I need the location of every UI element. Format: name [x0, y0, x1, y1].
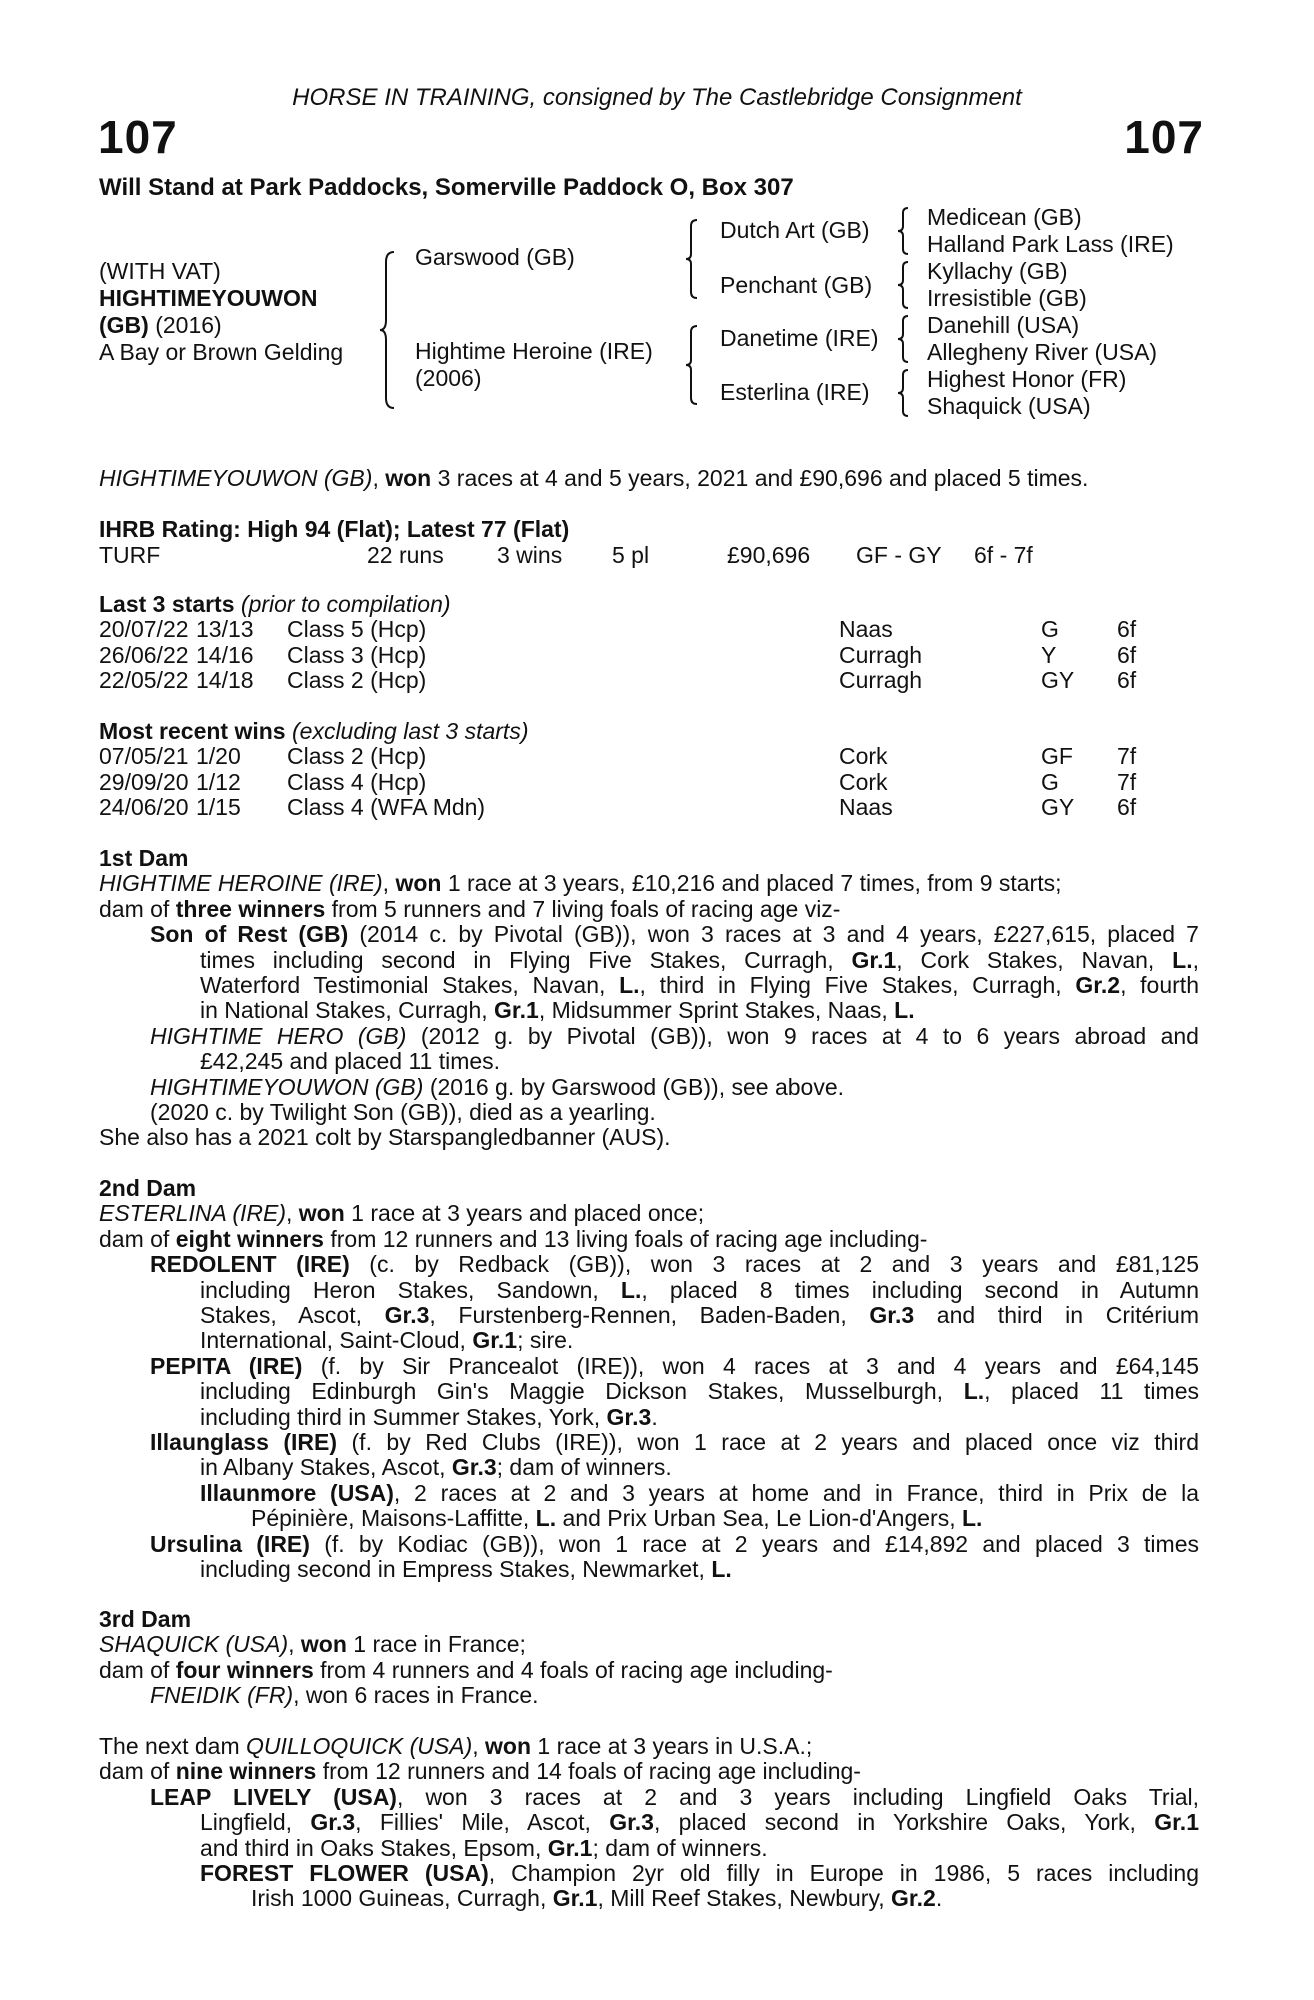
pedigree-brace-gen1 [378, 250, 398, 410]
text-run: dam of [99, 1758, 176, 1785]
pedigree-text-line [99, 1734, 1199, 1759]
pedigree-brace-dam [684, 324, 700, 406]
race-course: Curragh [839, 641, 923, 668]
italic-name: HIGHTIMEYOUWON (GB) [150, 1073, 424, 1100]
text-run: ; dam of winners. [592, 1834, 768, 1861]
pedigree-brace-penchant [896, 260, 910, 310]
race-pos: 13/13 [196, 616, 254, 643]
race-row [99, 744, 1199, 769]
pedigree-text-line [99, 1303, 1199, 1328]
summary-name: HIGHTIMEYOUWON (GB) [99, 465, 373, 491]
race-row [99, 770, 1199, 795]
text-run: , Midsummer Sprint Stakes, Naas, [538, 997, 895, 1024]
race-course: Cork [839, 768, 888, 795]
text-run: 1 race at 3 years and placed once; [344, 1200, 705, 1227]
horse-country: (GB) [99, 312, 149, 338]
race-going: G [1041, 616, 1059, 643]
pedigree-text-line [99, 1278, 1199, 1303]
bold-text: Gr.2 [1075, 972, 1121, 999]
race-row [99, 668, 1199, 693]
pedigree-dam-sire: Danetime (IRE) [720, 325, 879, 351]
bold-text: Gr.3 [384, 1302, 430, 1329]
summary-sep: , [372, 465, 386, 491]
pedigree-text-line [99, 1810, 1199, 1835]
text-run: 1 race in France; [346, 1631, 526, 1658]
race-date: 22/05/22 [99, 667, 189, 694]
pedigree-gen3-item: Shaquick (USA) [927, 393, 1091, 419]
text-run: including second in Empress Stakes, Newmarket, [200, 1556, 712, 1583]
text-run: , placed second in Yorkshire Oaks, York, [653, 1809, 1155, 1836]
race-class: Class 2 (Hcp) [287, 667, 427, 694]
pedigree-gen3-item: Irresistible (GB) [927, 285, 1087, 311]
italic-name: ESTERLINA (IRE) [99, 1200, 287, 1227]
bold-text: Gr.1 [494, 997, 539, 1024]
text-run: in National Stakes, Curragh, [200, 997, 495, 1024]
bold-text: L. [535, 1505, 557, 1532]
text-run: (f. by Sir Prancealot (IRE)), won 4 races at 3 and 4 years and £64,145 [302, 1352, 1199, 1379]
text-run: , Champion 2yr old filly in Europe in 1986, 5 races including [488, 1860, 1199, 1887]
bold-text: PEPITA (IRE) [150, 1352, 303, 1379]
pedigree-brace-sire [684, 218, 700, 300]
race-date: 24/06/20 [99, 794, 189, 821]
text-run: , [382, 870, 396, 897]
bold-text: won [298, 1200, 345, 1227]
pedigree-text-line [99, 1861, 1199, 1886]
text-run: , 2 races at 2 and 3 years at home and in France, third in Prix de la [393, 1479, 1199, 1506]
pedigree-text-line [99, 1455, 1199, 1480]
bold-text: Gr.1 [552, 1885, 598, 1912]
bold-text: Gr.1 [547, 1834, 593, 1861]
text-run: (2016 g. by Garswood (GB)), see above. [423, 1073, 845, 1100]
pedigree-text-line [99, 1658, 1199, 1683]
text-run: , Cork Stakes, Navan, [896, 946, 1173, 973]
text-run: including third in Summer Stakes, York, [200, 1403, 607, 1430]
text-run: dam of [99, 1225, 176, 1252]
text-run: , Furstenberg-Rennen, Baden-Baden, [429, 1302, 870, 1329]
text-run: , fourth [1120, 972, 1199, 999]
race-going: GY [1041, 794, 1075, 821]
bold-text: nine winners [175, 1758, 317, 1785]
race-pos: 1/15 [196, 794, 241, 821]
bold-text: won [300, 1631, 347, 1658]
last-starts-title: Last 3 starts [99, 591, 235, 617]
pedigree-text-line [99, 1405, 1199, 1430]
pedigree-text-line [99, 871, 1199, 896]
race-date: 20/07/22 [99, 616, 189, 643]
bold-text: L. [961, 1505, 983, 1532]
text-run: (2014 c. by Pivotal (GB)), won 3 races at 3 and 4 years, £227,615, placed 7 [348, 921, 1199, 948]
rating-distance: 6f - 7f [974, 542, 1033, 568]
text-run: , placed 11 times [984, 1378, 1199, 1405]
race-row [99, 617, 1199, 642]
race-pos: 1/20 [196, 743, 241, 770]
pedigree-text-line [99, 1075, 1199, 1100]
text-run: and third in Critérium [914, 1302, 1200, 1329]
race-dist: 6f [1117, 641, 1137, 668]
text-run: from 5 runners and 7 living foals of racing age viz- [325, 895, 841, 922]
italic-name: FNEIDIK (FR) [150, 1682, 294, 1709]
pedigree-text-line [99, 897, 1199, 922]
race-date: 29/09/20 [99, 768, 189, 795]
text-run: (f. by Kodiac (GB)), won 1 race at 2 years and £14,892 and placed 3 times [309, 1530, 1199, 1557]
bold-text: L. [963, 1378, 985, 1405]
pedigree-text-line [99, 1430, 1199, 1455]
race-date: 07/05/21 [99, 743, 189, 770]
text-run: (f. by Red Clubs (IRE)), won 1 race at 2 years and placed once viz third [337, 1429, 1199, 1456]
text-run: Stakes, Ascot, [200, 1302, 385, 1329]
race-dist: 6f [1117, 667, 1137, 694]
text-run: , [1192, 946, 1200, 973]
pedigree-text-line [99, 973, 1199, 998]
pedigree-text-line [99, 1759, 1199, 1784]
race-pos: 1/12 [196, 768, 241, 795]
race-dist: 7f [1117, 743, 1137, 770]
text-run: in Albany Stakes, Ascot, [200, 1454, 452, 1481]
italic-name: SHAQUICK (USA) [99, 1631, 289, 1658]
rating-title: IHRB Rating: High 94 (Flat); Latest 77 (Flat) [99, 516, 570, 542]
bold-text: three winners [175, 895, 326, 922]
summary-rest: 3 races at 4 and 5 years, 2021 and £90,696 and placed 5 times. [431, 465, 1089, 491]
text-run: . [935, 1885, 943, 1912]
text-run: , won 3 races at 2 and 3 years including Lingfield Oaks Trial, [396, 1783, 1199, 1810]
text-run: (c. by Redback (GB)), won 3 races at 2 and 3 years and £81,125 [349, 1251, 1199, 1278]
pedigree-text-line [99, 1354, 1199, 1379]
text-run: Pépinière, Maisons-Laffitte, [251, 1505, 536, 1532]
text-run: . [651, 1403, 658, 1430]
dam-section-title: 3rd Dam [99, 1606, 192, 1632]
bold-text: Gr.3 [869, 1302, 915, 1329]
text-run: , [472, 1733, 486, 1759]
text-run: ; sire. [517, 1327, 574, 1354]
text-run: , Mill Reef Stakes, Newbury, [597, 1885, 892, 1912]
stand-info: Will Stand at Park Paddocks, Somerville Paddock O, Box 307 [99, 174, 794, 201]
bold-text: L. [620, 1276, 642, 1303]
vat-label: (WITH VAT) [99, 258, 221, 284]
last-starts-section [99, 592, 1199, 694]
race-date: 26/06/22 [99, 641, 189, 668]
rating-wins: 3 wins [497, 542, 563, 568]
pedigree-text-line [99, 1886, 1199, 1911]
bold-text: L. [619, 972, 640, 999]
pedigree-text-line [99, 1836, 1199, 1861]
last-starts-subtitle: (prior to compilation) [234, 591, 451, 617]
pedigree-dam-dam: Esterlina (IRE) [720, 379, 870, 405]
bold-text: L. [894, 997, 915, 1024]
horse-identity [99, 258, 343, 366]
horse-description: A Bay or Brown Gelding [99, 339, 344, 365]
first-dam-section [99, 846, 1199, 1151]
rating-going: GF - GY [856, 542, 942, 568]
bold-text: L. [1172, 946, 1193, 973]
pedigree-text-line [99, 1785, 1199, 1810]
pedigree-sire-dam: Penchant (GB) [720, 272, 873, 298]
lot-number-left: 107 [98, 111, 178, 163]
italic-name: HIGHTIME HEROINE (IRE) [99, 870, 383, 897]
text-run: from 12 runners and 14 foals of racing age including- [316, 1758, 861, 1785]
bold-text: L. [711, 1556, 732, 1583]
bold-text: REDOLENT (IRE) [150, 1251, 350, 1278]
pedigree-text-line [99, 1481, 1199, 1506]
horse-name: HIGHTIMEYOUWON [99, 285, 318, 311]
rating-stats [99, 542, 1199, 568]
text-run: , placed 8 times including second in Autumn [641, 1276, 1199, 1303]
second-dam-section [99, 1176, 1199, 1583]
pedigree-text-line [99, 1125, 1199, 1150]
next-dam-section [99, 1734, 1199, 1912]
text-run: dam of [99, 895, 176, 922]
recent-wins-table [99, 744, 1199, 820]
text-run: (2012 g. by Pivotal (GB)), won 9 races at 4 to 6 years abroad and [406, 1022, 1199, 1049]
pedigree-text-line [99, 1632, 1199, 1657]
bold-text: won [395, 870, 442, 897]
pedigree-gen3-item: Kyllachy (GB) [927, 258, 1068, 284]
bold-text: Gr.1 [472, 1327, 518, 1354]
bold-text: Illaunmore (USA) [200, 1479, 394, 1506]
race-pos: 14/16 [196, 641, 254, 668]
bold-text: FOREST FLOWER (USA) [200, 1860, 489, 1887]
pedigree-brace-esterlina [896, 368, 910, 418]
race-dist: 7f [1117, 768, 1137, 795]
race-course: Curragh [839, 667, 923, 694]
pedigree-gen3 [927, 204, 1174, 420]
dam-section-title: 2nd Dam [99, 1175, 197, 1201]
pedigree-text-line [99, 1506, 1199, 1531]
pedigree-text-line [99, 1049, 1199, 1074]
third-dam-section [99, 1607, 1199, 1709]
text-run: £42,245 and placed 11 times. [200, 1048, 501, 1075]
pedigree-text-line [99, 1024, 1199, 1049]
race-class: Class 2 (Hcp) [287, 743, 427, 770]
bold-text: Gr.3 [310, 1809, 356, 1836]
bold-text: Gr.1 [1154, 1809, 1199, 1836]
text-run: , third in Flying Five Stakes, Curragh, [639, 972, 1076, 999]
pedigree-gen3-item: Medicean (GB) [927, 204, 1082, 230]
pedigree-text-line [99, 922, 1199, 947]
race-class: Class 5 (Hcp) [287, 616, 427, 643]
lot-number-right: 107 [1124, 111, 1204, 163]
bold-text: four winners [175, 1656, 314, 1683]
race-summary [99, 465, 1088, 492]
recent-wins-section [99, 719, 1199, 821]
text-run: , [288, 1631, 301, 1658]
pedigree-gen3-item: Danehill (USA) [927, 312, 1080, 338]
text-run: 1 race at 3 years, £10,216 and placed 7 times, from 9 starts; [441, 870, 1062, 897]
text-run: from 12 runners and 13 living foals of racing age including- [323, 1225, 928, 1252]
rating-surface: TURF [99, 542, 161, 568]
text-run: times including second in Flying Five Stakes, Curragh, [200, 946, 852, 973]
text-run: She also has a 2021 colt by Starspangledbanner (AUS). [99, 1124, 671, 1151]
bold-text: Ursulina (IRE) [150, 1530, 310, 1557]
race-going: G [1041, 768, 1059, 795]
pedigree-gen3-item: Allegheny River (USA) [927, 339, 1158, 365]
pedigree-brace-danetime [896, 314, 910, 364]
pedigree-text-line [99, 998, 1199, 1023]
race-pos: 14/18 [196, 667, 254, 694]
race-course: Cork [839, 743, 888, 770]
pedigree-text-line [99, 1328, 1199, 1353]
pedigree-text-line [99, 1100, 1199, 1125]
pedigree-brace-dutch-art [896, 206, 910, 256]
text-run: , [286, 1200, 299, 1227]
pedigree-dam: Hightime Heroine (IRE) [415, 338, 653, 364]
race-row [99, 643, 1199, 668]
race-class: Class 4 (Hcp) [287, 768, 427, 795]
recent-wins-subtitle: (excluding last 3 starts) [285, 718, 529, 744]
bold-text: Gr.1 [851, 946, 897, 973]
bold-text: LEAP LIVELY (USA) [150, 1783, 397, 1810]
bold-text: Gr.3 [606, 1403, 652, 1430]
pedigree-text-line [99, 1557, 1199, 1582]
race-dist: 6f [1117, 616, 1137, 643]
rating-earnings: £90,696 [727, 542, 811, 568]
italic-name: QUILLOQUICK (USA) [246, 1733, 473, 1759]
catalogue-header: HORSE IN TRAINING, consigned by The Castlebridge Consignment [292, 84, 1022, 111]
bold-text: Illaunglass (IRE) [150, 1429, 338, 1456]
bold-text: Son of Rest (GB) [150, 921, 349, 948]
text-run: including Edinburgh Gin's Maggie Dickson Stakes, Musselburgh, [200, 1378, 964, 1405]
race-going: GF [1041, 743, 1073, 770]
text-run: and third in Oaks Stakes, Epsom, [200, 1834, 548, 1861]
recent-wins-title: Most recent wins [99, 718, 286, 744]
pedigree-text-line [99, 1227, 1199, 1252]
race-row [99, 795, 1199, 820]
race-dist: 6f [1117, 794, 1137, 821]
text-run: , won 6 races in France. [293, 1682, 539, 1709]
bold-text: Gr.2 [891, 1885, 936, 1912]
text-run: from 4 runners and 4 foals of racing age including- [313, 1656, 833, 1683]
text-run: , Fillies' Mile, Ascot, [355, 1809, 610, 1836]
rating-placed: 5 pl [612, 542, 650, 568]
bold-text: eight winners [175, 1225, 324, 1252]
text-run: The next dam [99, 1733, 247, 1759]
pedigree-text-line [99, 1532, 1199, 1557]
pedigree-gen3-item: Highest Honor (FR) [927, 366, 1127, 392]
pedigree-text-line [99, 1252, 1199, 1277]
pedigree-sire: Garswood (GB) [415, 244, 575, 270]
bold-text: Gr.3 [451, 1454, 497, 1481]
last-starts-table [99, 617, 1199, 693]
italic-name: HIGHTIME HERO (GB) [150, 1022, 407, 1049]
race-going: GY [1041, 667, 1075, 694]
text-run: ; dam of winners. [496, 1454, 672, 1481]
dam-section-title: 1st Dam [99, 845, 189, 871]
bold-text: won [485, 1733, 532, 1759]
horse-year: (2016) [155, 312, 222, 338]
text-run: 1 race at 3 years in U.S.A.; [531, 1733, 813, 1759]
text-run: Waterford Testimonial Stakes, Navan, [200, 972, 620, 999]
pedigree-text-line [99, 1201, 1199, 1226]
text-run: and Prix Urban Sea, Le Lion-d'Angers, [556, 1505, 962, 1532]
race-going: Y [1041, 641, 1057, 668]
text-run: International, Saint-Cloud, [200, 1327, 473, 1354]
pedigree-text-line [99, 1683, 1199, 1708]
text-run: including Heron Stakes, Sandown, [200, 1276, 621, 1303]
bold-text: Gr.3 [609, 1809, 654, 1836]
race-course: Naas [839, 794, 893, 821]
rating-runs: 22 runs [367, 542, 444, 568]
pedigree-sire-sire: Dutch Art (GB) [720, 217, 870, 243]
text-run: Lingfield, [200, 1809, 311, 1836]
pedigree-text-line [99, 948, 1199, 973]
race-class: Class 4 (WFA Mdn) [287, 794, 486, 821]
summary-won: won [385, 465, 432, 491]
pedigree-text-line [99, 1379, 1199, 1404]
text-run: (2020 c. by Twilight Son (GB)), died as a yearling. [150, 1099, 656, 1126]
pedigree-dam-year: (2006) [415, 365, 482, 391]
race-course: Naas [839, 616, 893, 643]
text-run: Irish 1000 Guineas, Curragh, [251, 1885, 553, 1912]
race-class: Class 3 (Hcp) [287, 641, 427, 668]
text-run: dam of [99, 1656, 176, 1683]
pedigree-gen3-item: Halland Park Lass (IRE) [927, 231, 1174, 257]
